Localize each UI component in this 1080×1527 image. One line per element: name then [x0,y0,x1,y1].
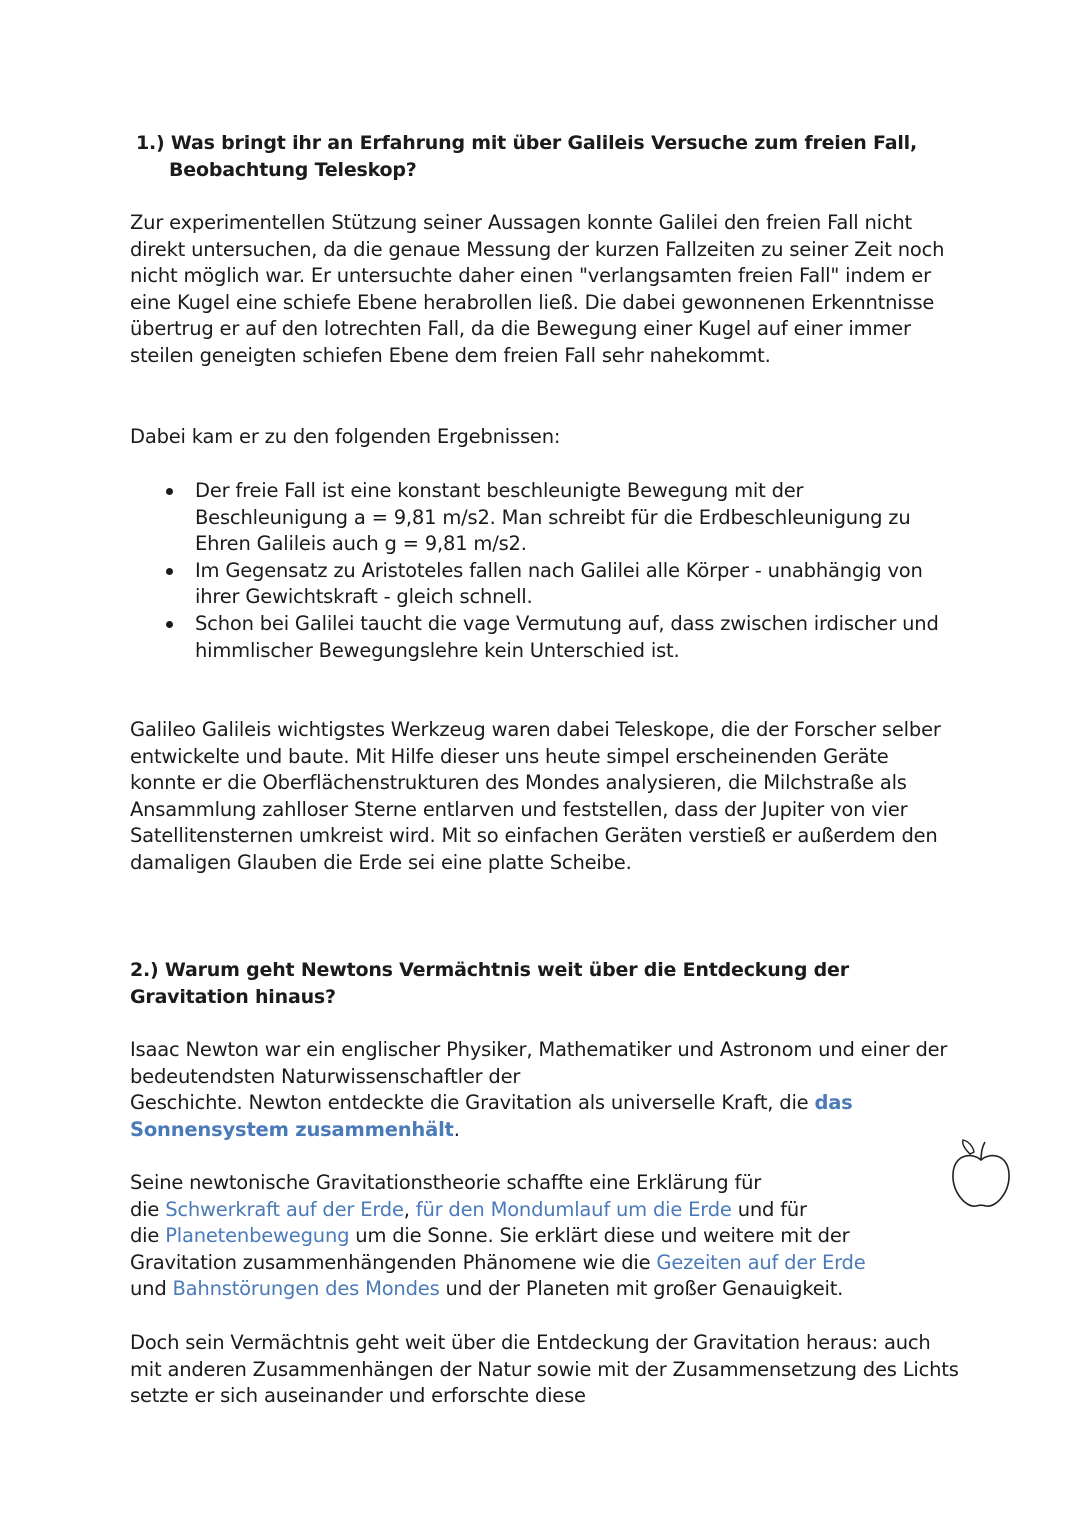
theory-text: , [403,1197,416,1221]
paragraph-newton-intro [130,1037,960,1143]
question-2-heading [130,957,930,1011]
link-gezeiten[interactable]: Gezeiten auf der Erde [656,1250,866,1274]
bullet-icon [166,568,173,575]
paragraph-free-fall: Zur experimentellen Stützung seiner Aussagen konnte Galilei den freien Fall nicht direkt untersuchen, da die genaue Messung der kurzen Fallzeiten zu seiner Zeit noch nicht möglich war. Er untersuchte daher einen "verlangsamten freien Fall" indem er eine Kugel eine schiefe Ebene herabrollen ließ. Die dabei gewonnenen Erkenntnisse übertrug er auf den lotrechten Fall, da die Bewegung einer Kugel auf einer immer steilen geneigten schiefen Ebene dem freien Fall sehr nahekommt. [130,211,945,367]
theory-text: um die Sonne. Sie erklärt diese und weitere mit der Gravitation zusammenhängenden Phänomene wie die [130,1224,850,1274]
newton-intro-end: . [453,1117,460,1141]
list-item [160,558,960,611]
list-item [160,478,960,558]
paragraph-telescopes: Galileo Galileis wichtigstes Werkzeug waren dabei Teleskope, die der Forscher selber entwickelte und baute. Mit Hilfe dieser uns heute simpel erscheinenden Geräte konnte er die Oberflächenstrukturen des Mondes analysieren, die Milchstraße als Ansammlung zahlloser Sterne entlarven und feststellen, dass der Jupiter von vier Satellitensternen umkreist wird. Mit so einfachen Geräten verstieß er außerdem den damaligen Glauben die Erde sei eine platte Scheibe. [130,718,941,874]
results-list [160,478,960,664]
list-item [160,611,960,664]
theory-text: Seine newtonische Gravitationstheorie schaffte eine Erklärung für [130,1171,762,1194]
list-item-text: Der freie Fall ist eine konstant beschleunigte Bewegung mit der Beschleunigung a = 9,81 m/s2. Man schreibt für die Erdbeschleunigung zu Ehren Galileis auch g = 9,81 m/s2. [195,479,911,556]
paragraph-legacy: Doch sein Vermächtnis geht weit über die Entdeckung der Gravitation heraus: auch mit anderen Zusammenhängen der Natur sowie mit der Zusammensetzung des Lichts setzte er sich auseinander und erforschte diese [130,1331,959,1408]
link-planetenbewegung[interactable]: Planetenbewegung [165,1224,350,1248]
question-2-line-1: 2.) Warum geht Newtons Vermächtnis weit über die Entdeckung der [130,959,849,981]
list-item-text: Schon bei Galilei taucht die vage Vermutung auf, dass zwischen irdischer und himmlischer Bewegungslehre kein Unterschied ist. [195,611,939,662]
paragraph-gravitation-theory [130,1170,960,1303]
bullet-icon [166,621,173,628]
bullet-icon [166,488,173,495]
link-schwerkraft[interactable]: Schwerkraft auf der Erde [165,1197,404,1221]
list-item-text: Im Gegensatz zu Aristoteles fallen nach Galilei alle Körper - unabhängig von ihrer Gewichtskraft - gleich schnell. [195,558,923,609]
apple-icon [948,1138,1014,1212]
theory-text: und für [731,1197,807,1221]
newton-intro-text-2: Geschichte. Newton entdeckte die Gravitation als universelle Kraft, die [130,1091,815,1115]
theory-text: und der Planeten mit großer Genauigkeit. [439,1277,844,1301]
paragraph-results-intro: Dabei kam er zu den folgenden Ergebnissen: [130,425,561,448]
question-1-heading [136,130,936,184]
theory-text: die [130,1224,166,1248]
question-2-line-2: Gravitation hinaus? [130,986,336,1008]
theory-text: die [130,1197,166,1221]
question-1-line-1: 1.) Was bringt ihr an Erfahrung mit über Galileis Versuche zum freien Fall, [136,132,917,154]
theory-text: und [130,1277,173,1301]
question-1-line-2: Beobachtung Teleskop? [169,159,417,181]
link-sonnensystem[interactable]: das Sonnensystem zusammenhält [130,1091,853,1141]
link-bahnstoerungen[interactable]: Bahnstörungen des Mondes [172,1277,440,1301]
newton-intro-text: Isaac Newton war ein englischer Physiker, Mathematiker und Astronom und einer der bedeutendsten Naturwissenschaftler der [130,1038,948,1088]
link-mondumlauf[interactable]: für den Mondumlauf um die Erde [415,1197,732,1221]
